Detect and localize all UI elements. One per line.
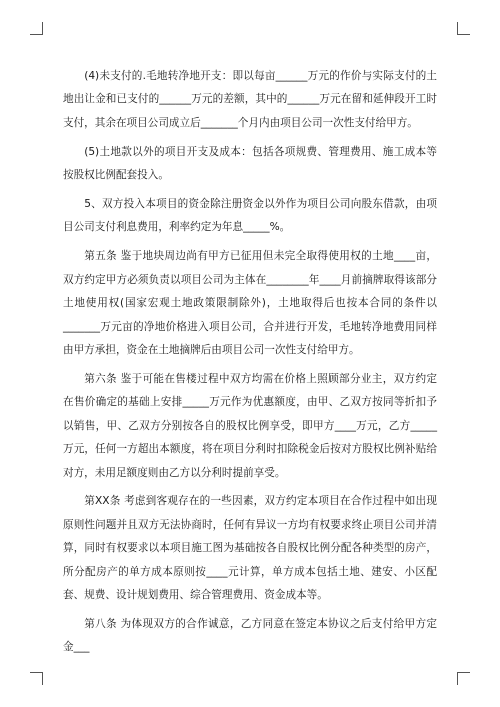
crop-mark-bottom-left <box>30 672 43 685</box>
paragraph-article-5: 第五条 鉴于地块周边尚有甲方已征用但未完全取得使用权的土地____亩，双方约定甲方必须负责以项目公司为主体在________年____月前摘牌取得该部分土地使用权(国家宏观土地政策限制除外)，土地取得后也按本合同的条件以_______万元亩的净地价格进入项目公司，合并进行开发，毛地转净地费用同样由甲方承担，资金在土地摘牌后由项目公司一次性支付给甲方。 <box>63 250 437 356</box>
crop-mark-top-left <box>30 22 43 35</box>
paragraph-article-xx: 第XX条 考虑到客观存在的一些因素，双方约定本项目在合作过程中如出现原则性问题并且双方无法协商时，任何有异议一方均有权要求终止项目公司并清算，同时有权要求以本项目施工图为基础按各自股权比例分配各种类型的房产，所分配房产的单方成本原则按____元计算，单方成本包括土地、建安、小区配套、规费、设计规划费用、综合管理费用、资金成本等。 <box>63 495 437 602</box>
paragraph-article-8: 第八条 为体现双方的合作诚意，乙方同意在签定本协议之后支付给甲方定金___ <box>63 617 437 654</box>
document-body <box>63 65 437 665</box>
crop-mark-bottom-right <box>457 672 470 685</box>
crop-mark-top-right <box>457 22 470 35</box>
paragraph-other-costs: (5)土地款以外的项目开支及成本：包括各项规费、管理费用、施工成本等按股权比例配套投入。 <box>63 145 437 182</box>
paragraph-loan-interest: 5、双方投入本项目的资金除注册资金以外作为项目公司向股东借款，由项目公司支付利息费用，利率约定为年息_____%。 <box>63 198 437 234</box>
paragraph-land-cost: (4)未支付的.毛地转净地开支：即以每亩______万元的作价与实际支付的土地出让金和已支付的______万元的差额，其中的______万元在留和延伸段开工时支付，其余在项目公司成立后_______个月内由项目公司一次性支付给甲方。 <box>63 70 437 129</box>
paragraph-article-6: 第六条 鉴于可能在售楼过程中双方均需在价格上照顾部分业主，双方约定在售价确定的基础上安排_____万元作为优惠额度，由甲、乙双方按同等折扣予以销售，甲、乙双方分别按各自的股权比例享受，即甲方____万元，乙方_____万元，任何一方超出本额度，将在项目分利时扣除税金后按对方股权比例补贴给对方，未用足额度则由乙方以分利时提前享受。 <box>63 372 437 479</box>
